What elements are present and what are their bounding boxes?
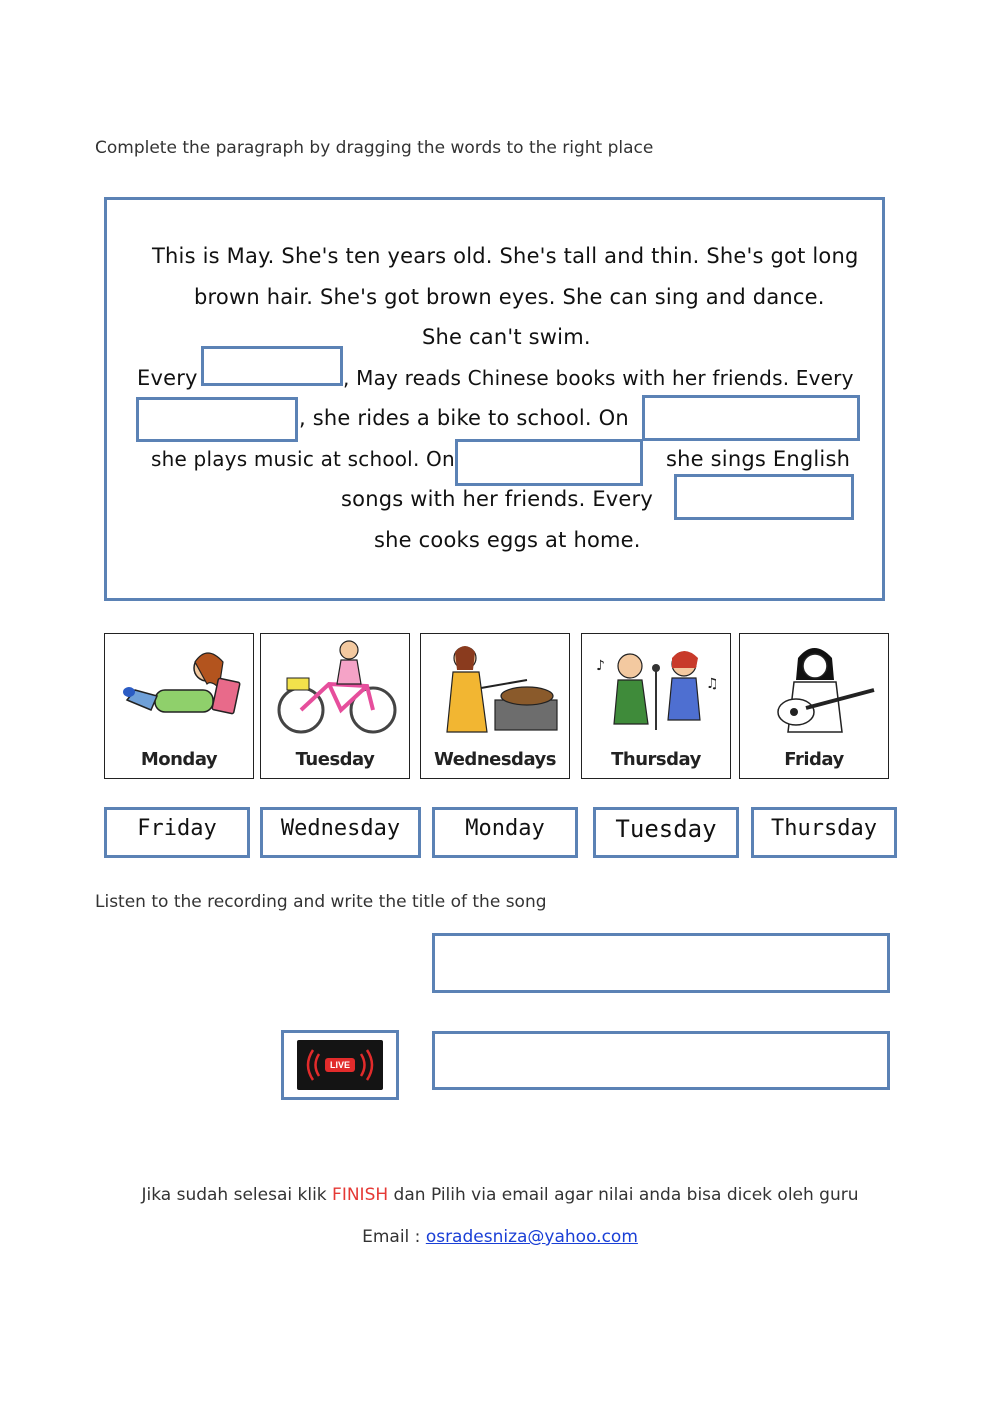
finish-note-post: dan Pilih via email agar nilai anda bisa dicek oleh guru [388, 1185, 859, 1205]
live-badge: LIVE [325, 1058, 355, 1072]
word-tile-friday[interactable]: Friday [104, 807, 250, 858]
word-tile-wednesday[interactable]: Wednesday [260, 807, 421, 858]
drop-zone-2[interactable] [136, 397, 298, 442]
paragraph-line: she plays music at school. On [151, 447, 455, 471]
drop-zone-4[interactable] [455, 439, 643, 486]
picture-card-thursday [581, 633, 731, 779]
paragraph-line: Every [137, 366, 198, 390]
paragraph-line: , she rides a bike to school. On [299, 406, 629, 430]
drag-instructions: Complete the paragraph by dragging the words to the right place [95, 138, 654, 158]
picture-card-monday [104, 633, 254, 779]
paragraph-line: brown hair. She's got brown eyes. She can sing and dance. [194, 285, 825, 309]
card-label: Wednesdays [434, 749, 556, 770]
finish-word: FINISH [332, 1185, 389, 1205]
paragraph-line: She can't swim. [422, 325, 591, 349]
card-label: Friday [784, 749, 844, 770]
paragraph-line: This is May. She's ten years old. She's tall and thin. She's got long [152, 244, 859, 268]
audio-play-button[interactable] [297, 1040, 383, 1090]
email-line [0, 1227, 1000, 1247]
guitar-girl-icon [750, 640, 880, 740]
reading-girl-icon [115, 640, 245, 740]
paragraph-line: songs with her friends. Every [341, 487, 654, 511]
svg-text:♫: ♫ [706, 676, 719, 692]
paragraph-line: , May reads Chinese books with her friends. Every [343, 366, 854, 390]
song-title-input-2[interactable] [432, 1031, 890, 1090]
card-label: Thursday [611, 749, 701, 770]
listen-instructions: Listen to the recording and write the title of the song [95, 892, 547, 912]
word-tile-thursday[interactable]: Thursday [751, 807, 897, 858]
card-label: Monday [140, 749, 218, 770]
singers-icon [592, 640, 722, 740]
svg-text:♪: ♪ [596, 658, 605, 674]
finish-note-pre: Jika sudah selesai klik [141, 1185, 333, 1205]
picture-card-tuesday [260, 633, 410, 779]
song-title-input-1[interactable] [432, 933, 890, 993]
email-link[interactable]: osradesniza@yahoo.com [425, 1227, 638, 1247]
drop-zone-3[interactable] [642, 395, 860, 441]
paragraph-line: she sings English [666, 447, 851, 471]
audio-player[interactable] [281, 1030, 399, 1100]
word-tile-tuesday[interactable]: Tuesday [593, 807, 739, 858]
paragraph-line: she cooks eggs at home. [374, 528, 641, 552]
picture-card-wednesday [420, 633, 570, 779]
card-label: Tuesday [295, 749, 375, 770]
picture-card-friday [739, 633, 889, 779]
bike-girl-icon [271, 640, 401, 740]
cooking-woman-icon [431, 640, 561, 740]
drop-zone-5[interactable] [674, 474, 854, 520]
word-tile-monday[interactable]: Monday [432, 807, 578, 858]
finish-note [0, 1185, 1000, 1205]
email-label: Email : [362, 1227, 426, 1247]
drop-zone-1[interactable] [201, 346, 343, 386]
